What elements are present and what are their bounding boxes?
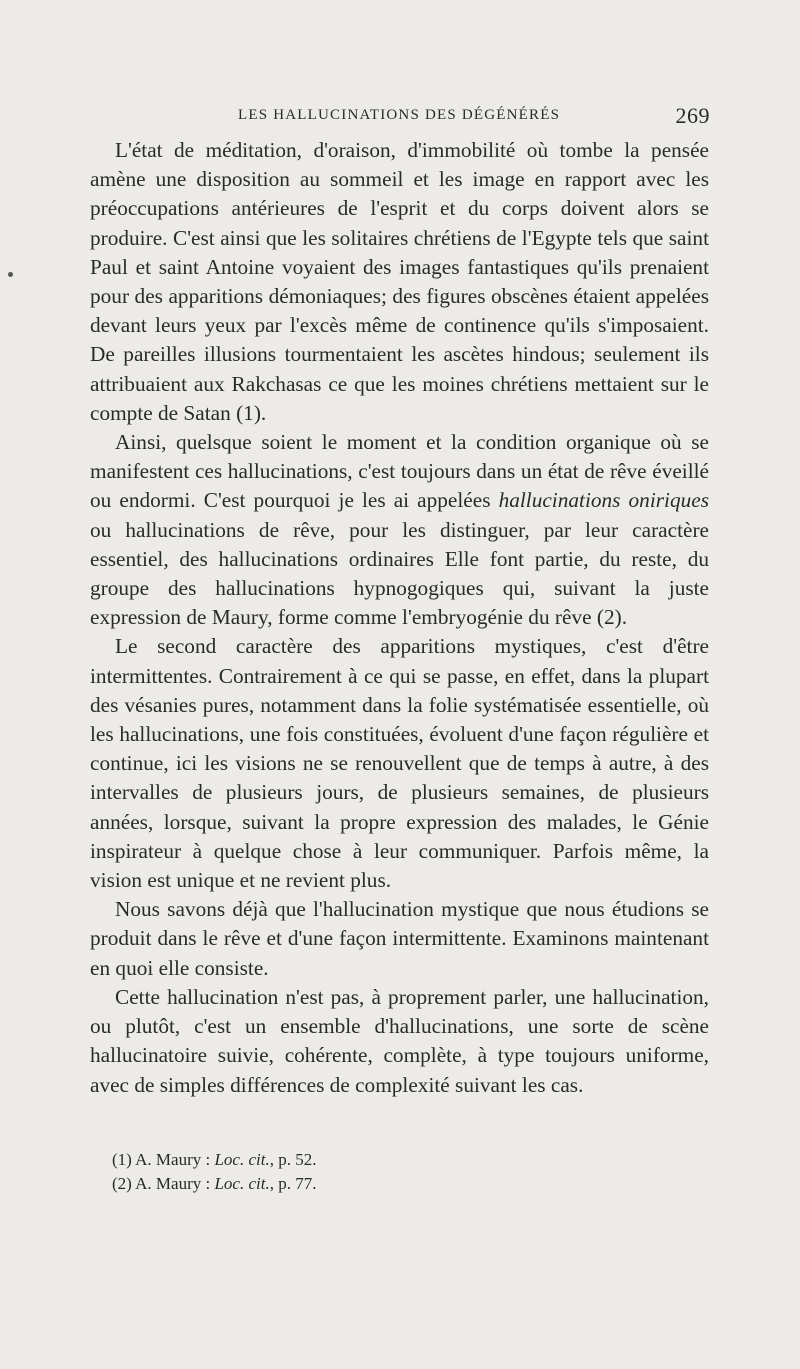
footnote-page: , p. 77. [269, 1174, 317, 1193]
italic-term: hallucinations oniriques [498, 488, 709, 513]
body-text [90, 136, 709, 1100]
footnote-marker: (2) [112, 1174, 132, 1193]
paragraph-text: ou hallucinations de rêve, pour les distinguer, par leur caractère essentiel, des hallucinations ordinaires Elle font partie, du reste, du groupe des hallucinations hypnogogiques qui, suivant la juste expression de Maury, forme comme l'embryogénie du rêve (2). [90, 517, 709, 630]
footnote-author: A. Maury : [135, 1150, 211, 1169]
paragraph [90, 428, 709, 632]
paragraph: Cette hallucination n'est pas, à proprement parler, une hallucination, ou plutôt, c'est un ensemble d'hallucinations, une sorte de scène hallucinatoire suivie, cohérente, complète, à type toujours uniforme, avec de simples différences de complexité suivant les cas. [90, 984, 709, 1097]
footnote-page: , p. 52. [269, 1150, 317, 1169]
paragraph: Nous savons déjà que l'hallucination mystique que nous étudions se produit dans le rêve et d'une façon intermittente. Examinons maintenant en quoi elle consiste. [90, 897, 709, 980]
paragraph-text: Ainsi, quelsque soient le moment et la condition organique où se manifestent ces hallucinations, c'est toujours dans un état de rêve éveillé ou endormi. C'est pourquoi je les ai appelées [90, 430, 709, 513]
paragraph: L'état de méditation, d'oraison, d'immobilité où tombe la pensée amène une disposition au sommeil et les image en rapport avec les préoccupations antérieures de l'esprit et du corps doivent alors se produire. C'est ainsi que les solitaires chrétiens de l'Egypte tels que saint Paul et saint Antoine voyaient des images fantastiques qu'ils prenaient pour des apparitions démoniaques; des figures obscènes étaient appelées devant leurs yeux par l'excès même de continence qu'ils s'imposaient. De pareilles illusions tourmentaient les ascètes hindous; seulement ils attribuaient aux Rakchasas ce que les moines chrétiens mettaient sur le compte de Satan (1). [90, 138, 709, 425]
margin-ink-mark [8, 272, 13, 277]
footnote-ref: Loc. cit. [214, 1150, 270, 1169]
footnote-author: A. Maury : [135, 1174, 211, 1193]
footnote-ref: Loc. cit. [214, 1174, 270, 1193]
footnote [112, 1148, 712, 1172]
page-number: 269 [675, 103, 710, 128]
footnote [112, 1172, 712, 1196]
footnote-marker: (1) [112, 1150, 132, 1169]
running-title: LES HALLUCINATIONS DES DÉGÉNÉRÉS [238, 107, 561, 123]
running-head [90, 103, 710, 133]
footnotes [112, 1148, 712, 1196]
paragraph: Le second caractère des apparitions mystiques, c'est d'être intermittentes. Contrairement à ce qui se passe, en effet, dans la plupart des vésanies pures, notamment dans la folie systématisée essentielle, où les hallucinations, une fois constituées, évoluent d'une façon régulière et continue, ici les visions ne se renouvellent que de temps à autre, à des intervalles de plusieurs jours, de plusieurs semaines, de plusieurs années, lorsque, suivant la propre expression des malades, le Génie inspirateur à quelque chose à leur communiquer. Parfois même, la vision est unique et ne revient plus. [90, 634, 709, 893]
